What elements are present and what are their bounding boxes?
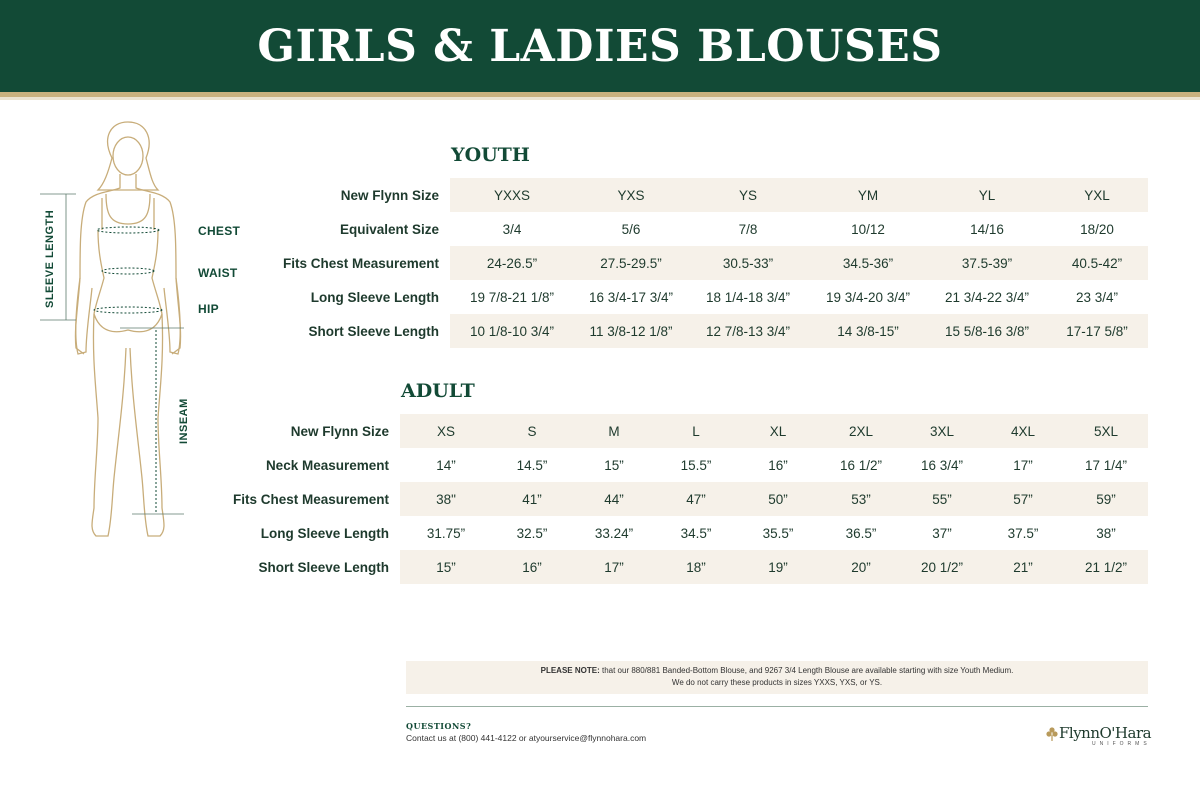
row-label: Fits Chest Measurement — [282, 255, 439, 271]
table-cell: 41” — [522, 491, 542, 507]
table-cell: YXL — [1084, 187, 1110, 203]
table-cell: 34.5” — [680, 525, 712, 541]
table-cell: 19 3/4-20 3/4” — [825, 289, 911, 305]
adult-row — [180, 516, 1148, 550]
table-cell: 55” — [932, 491, 952, 507]
row-cells — [450, 178, 1148, 212]
table-cell: 21 3/4-22 3/4” — [944, 289, 1030, 305]
table-cell: 57” — [1013, 491, 1033, 507]
table-cell: 36.5” — [845, 525, 877, 541]
page-title: GIRLS & LADIES BLOUSES — [257, 20, 943, 72]
inseam-label: INSEAM — [178, 398, 190, 444]
table-cell: 37” — [932, 525, 952, 541]
table-cell: 14.5” — [516, 457, 548, 473]
logo-name: FlynnO'Hara — [1059, 724, 1152, 742]
table-cell: 14/16 — [970, 221, 1004, 237]
table-cell: 47” — [686, 491, 706, 507]
table-cell: 50” — [768, 491, 788, 507]
table-cell: 12 7/8-13 3/4” — [705, 323, 791, 339]
table-cell: 16 1/2” — [839, 457, 883, 473]
table-cell: 19” — [768, 559, 788, 575]
table-cell: 15 5/8-16 3/8” — [944, 323, 1030, 339]
table-cell: 37.5-39” — [961, 255, 1013, 271]
row-cells — [400, 516, 1148, 550]
table-cell: 37.5” — [1007, 525, 1039, 541]
table-cell: 17” — [604, 559, 624, 575]
cream-stripe — [0, 97, 1200, 100]
table-cell: S — [527, 423, 537, 439]
adult-row — [180, 550, 1148, 584]
row-cells — [400, 414, 1148, 448]
table-cell: XS — [436, 423, 455, 439]
chest-label: CHEST — [198, 224, 241, 238]
table-cell: 38" — [436, 491, 456, 507]
divider — [406, 706, 1148, 707]
table-cell: 15” — [604, 457, 624, 473]
table-cell: YM — [857, 187, 879, 203]
table-cell: 15.5” — [680, 457, 712, 473]
table-cell: 11 3/8-12 1/8” — [589, 323, 673, 339]
contact-text[interactable]: Contact us at (800) 441-4122 or atyourservice@flynnohara.com — [406, 733, 647, 743]
row-label: New Flynn Size — [340, 187, 439, 203]
adult-title: ADULT — [401, 380, 475, 402]
youth-size-table — [220, 178, 1148, 348]
table-cell: 15” — [436, 559, 456, 575]
table-cell: 18 1/4-18 3/4” — [705, 289, 791, 305]
row-cells — [400, 482, 1148, 516]
youth-row — [220, 314, 1148, 348]
row-label: Neck Measurement — [265, 457, 389, 473]
logo-sub: UNIFORMS — [1092, 741, 1151, 747]
table-cell: XL — [769, 423, 787, 439]
youth-title: YOUTH — [451, 144, 530, 166]
table-cell: 21 1/2” — [1084, 559, 1128, 575]
table-cell: 5XL — [1093, 423, 1119, 439]
row-label: Long Sleeve Length — [310, 289, 439, 305]
table-cell: 2XL — [848, 423, 874, 439]
row-label: Fits Chest Measurement — [232, 491, 389, 507]
table-cell: YXXS — [493, 187, 531, 203]
table-cell: 35.5” — [762, 525, 794, 541]
adult-row — [180, 448, 1148, 482]
table-cell: 16 3/4” — [920, 457, 964, 473]
table-cell: 16” — [522, 559, 542, 575]
table-cell: 17 1/4” — [1084, 457, 1128, 473]
youth-row — [220, 280, 1148, 314]
hip-label: HIP — [198, 302, 219, 316]
adult-row — [180, 414, 1148, 448]
table-cell: 10/12 — [851, 221, 885, 237]
row-cells — [450, 246, 1148, 280]
row-cells — [450, 212, 1148, 246]
table-cell: 30.5-33” — [722, 255, 774, 271]
youth-row — [220, 246, 1148, 280]
waist-label: WAIST — [198, 266, 238, 280]
questions-title: QUESTIONS? — [406, 721, 472, 731]
note-bold: PLEASE NOTE: — [540, 666, 600, 675]
table-cell: 18” — [686, 559, 706, 575]
row-label: Long Sleeve Length — [260, 525, 389, 541]
row-label: Short Sleeve Length — [308, 323, 439, 339]
table-cell: 59” — [1096, 491, 1116, 507]
table-cell: 32.5” — [516, 525, 548, 541]
table-cell: YXS — [617, 187, 645, 203]
table-cell: 40.5-42” — [1071, 255, 1123, 271]
table-cell: 20” — [851, 559, 871, 575]
table-cell: 21” — [1013, 559, 1033, 575]
table-cell: 18/20 — [1080, 221, 1114, 237]
table-cell: 3XL — [929, 423, 955, 439]
note-line-1 — [406, 665, 1148, 677]
table-cell: 17” — [1013, 457, 1033, 473]
table-cell: 27.5-29.5” — [600, 255, 662, 271]
row-cells — [450, 314, 1148, 348]
sleeve-length-label: SLEEVE LENGTH — [44, 209, 56, 308]
table-cell: 4XL — [1010, 423, 1036, 439]
note-line-2: We do not carry these products in sizes YXXS, YXS, or YS. — [671, 678, 883, 687]
row-cells — [400, 448, 1148, 482]
table-cell: 14 3/8-15” — [837, 323, 899, 339]
row-cells — [400, 550, 1148, 584]
table-cell: 7/8 — [738, 221, 758, 237]
row-label: Short Sleeve Length — [258, 559, 389, 575]
table-cell: 34.5-36” — [842, 255, 894, 271]
row-label: Equivalent Size — [339, 221, 439, 237]
table-cell: 38” — [1096, 525, 1116, 541]
table-cell: 17-17 5/8” — [1066, 323, 1128, 339]
table-cell: 16 3/4-17 3/4” — [588, 289, 674, 305]
table-cell: 3/4 — [502, 221, 522, 237]
youth-row — [220, 212, 1148, 246]
table-cell: 23 3/4” — [1075, 289, 1119, 305]
please-note — [406, 661, 1148, 694]
table-cell: 20 1/2” — [920, 559, 964, 575]
table-cell: L — [692, 423, 700, 439]
table-cell: 19 7/8-21 1/8” — [469, 289, 555, 305]
table-cell: 24-26.5” — [486, 255, 538, 271]
flynn-ohara-logo — [1046, 724, 1150, 750]
table-cell: 5/6 — [621, 221, 641, 237]
adult-size-table — [180, 414, 1148, 584]
table-cell: YS — [738, 187, 757, 203]
table-cell: 31.75” — [426, 525, 466, 541]
table-cell: 44” — [604, 491, 624, 507]
table-cell: 53” — [851, 491, 871, 507]
row-cells — [450, 280, 1148, 314]
shamrock-icon — [1046, 727, 1058, 741]
table-cell: 14” — [436, 457, 456, 473]
row-label: New Flynn Size — [290, 423, 389, 439]
table-cell: 33.24” — [594, 525, 634, 541]
table-cell: M — [608, 423, 620, 439]
table-cell: 16” — [768, 457, 788, 473]
page-header — [0, 0, 1200, 92]
adult-row — [180, 482, 1148, 516]
note-line-1-text: that our 880/881 Banded-Bottom Blouse, and 9267 3/4 Length Blouse are available starting with size Youth Medium. — [599, 666, 1014, 675]
table-cell: YL — [978, 187, 996, 203]
youth-row — [220, 178, 1148, 212]
table-cell: 10 1/8-10 3/4” — [469, 323, 555, 339]
